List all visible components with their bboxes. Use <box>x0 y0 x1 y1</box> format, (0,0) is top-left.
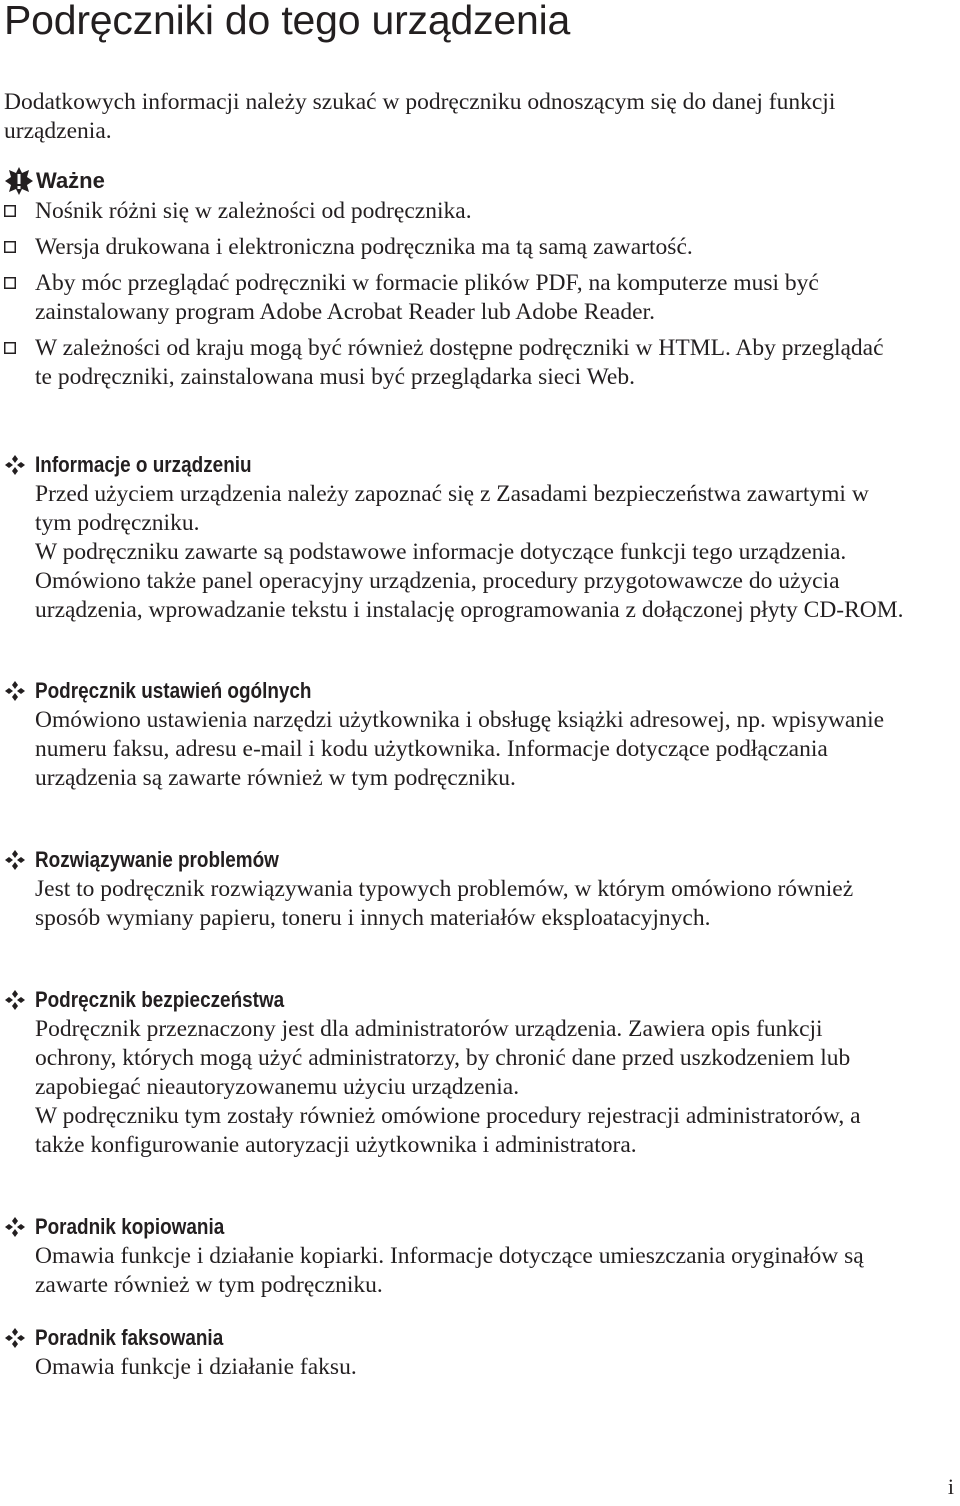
section-rozwiazywanie-problemow <box>4 845 914 933</box>
diamond-bullet-icon <box>4 680 26 702</box>
diamond-bullet-icon <box>4 989 26 1011</box>
section-paragraph: W podręczniku zawarte są podstawowe informacje dotyczące funkcji tego urządzenia. Omówiono także panel operacyjny urządzenia, procedury przygotowawcze do użycia urządzenia, wprowadzanie tekstu i instalację oprogramowania z dołączonej płyty CD-ROM. <box>35 539 904 623</box>
note-item <box>4 269 904 327</box>
section-poradnik-kopiowania <box>4 1212 914 1300</box>
diamond-bullet-icon <box>4 1327 26 1349</box>
note-item <box>4 334 904 392</box>
section-title: Podręcznik ustawień ogólnych <box>35 678 312 703</box>
section-paragraph: Omówiono ustawienia narzędzi użytkownika i obsługę książki adresowej, np. wpisywanie numeru faksu, adresu e-mail i kodu użytkownika. Informacje dotyczące podłączania urządzenia są zawarte również w tym podręczniku. <box>35 707 885 791</box>
diamond-bullet-icon <box>4 849 26 871</box>
section-body <box>35 1015 905 1160</box>
note-item <box>4 233 904 262</box>
section-paragraph: Omawia funkcje i działanie kopiarki. Informacje dotyczące umieszczania oryginałów są zawarte również w tym podręczniku. <box>35 1243 864 1298</box>
section-paragraph: Jest to podręcznik rozwiązywania typowych problemów, w którym omówiono również sposób wymiany papieru, toneru i innych materiałów eksploatacyjnych. <box>35 876 854 931</box>
intro-text: Dodatkowych informacji należy szukać w podręczniku odnoszącym się do danej funkcji urządzenia. <box>4 89 836 144</box>
section-poradnik-faksowania <box>4 1323 914 1382</box>
section-body <box>35 480 905 625</box>
note-text: Aby móc przeglądać podręczniki w formacie plików PDF, na komputerze musi być zainstalowany program Adobe Acrobat Reader lub Adobe Reader. <box>35 270 819 325</box>
diamond-bullet-icon <box>4 454 26 476</box>
section-title: Poradnik kopiowania <box>35 1214 225 1239</box>
checkbox-icon <box>4 205 16 217</box>
section-title: Podręcznik bezpieczeństwa <box>35 987 285 1012</box>
section-title: Rozwiązywanie problemów <box>35 847 279 872</box>
section-heading <box>4 845 914 875</box>
section-paragraph: W podręczniku tym zostały również omówione procedury rejestracji administratorów, a także konfigurowanie autoryzacji użytkownika i administratora. <box>35 1103 861 1158</box>
section-heading <box>4 985 914 1015</box>
note-text: Wersja drukowana i elektroniczna podręcznika ma tą samą zawartość. <box>35 234 693 260</box>
important-label: Ważne <box>36 168 105 193</box>
section-heading <box>4 676 914 706</box>
section-title: Informacje o urządzeniu <box>35 452 252 477</box>
note-text: Nośnik różni się w zależności od podręcznika. <box>35 198 472 224</box>
section-paragraph: Przed użyciem urządzenia należy zapoznać się z Zasadami bezpieczeństwa zawartymi w tym podręczniku. <box>35 481 869 536</box>
section-podrecznik-bezpieczenstwa <box>4 985 914 1160</box>
diamond-bullet-icon <box>4 1216 26 1238</box>
section-informacje-o-urzadzeniu <box>4 450 914 625</box>
page-title: Podręczniki do tego urządzenia <box>4 0 571 43</box>
section-paragraph: Podręcznik przeznaczony jest dla administratorów urządzenia. Zawiera opis funkcji ochrony, których mogą użyć administratorzy, by chronić dane przed uszkodzeniem lub zapobiegać nieautoryzowanemu użyciu urządzenia. <box>35 1016 851 1100</box>
important-icon <box>4 166 34 196</box>
important-notes-list <box>4 197 904 399</box>
section-heading <box>4 450 914 480</box>
section-body <box>35 1353 905 1382</box>
note-item <box>4 197 904 226</box>
section-title: Poradnik faksowania <box>35 1325 224 1350</box>
note-text: W zależności od kraju mogą być również dostępne podręczniki w HTML. Aby przeglądać te podręczniki, zainstalowana musi być przeglądarka sieci Web. <box>35 335 884 390</box>
section-body <box>35 875 905 933</box>
section-body <box>35 1242 905 1300</box>
section-paragraph: Omawia funkcje i działanie faksu. <box>35 1354 357 1380</box>
section-heading <box>4 1323 914 1353</box>
section-body <box>35 706 905 793</box>
checkbox-icon <box>4 342 16 354</box>
checkbox-icon <box>4 277 16 289</box>
checkbox-icon <box>4 241 16 253</box>
section-podrecznik-ustawien-ogolnych <box>4 676 914 793</box>
section-heading <box>4 1212 914 1242</box>
page-number: i <box>947 1474 954 1499</box>
important-heading <box>4 166 105 196</box>
